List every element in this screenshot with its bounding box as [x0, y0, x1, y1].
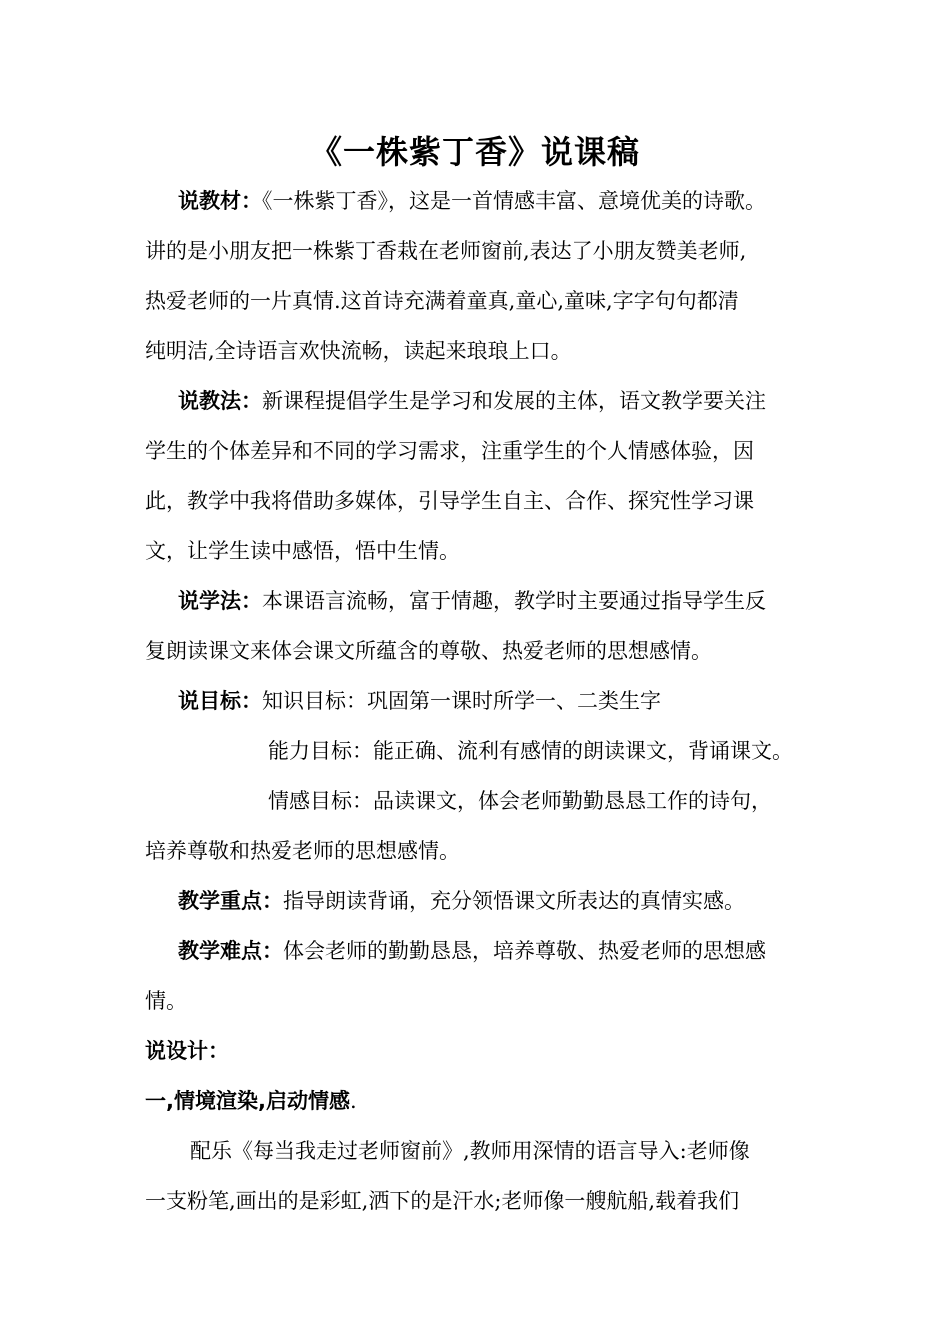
section-objectives-first-line: [178, 686, 661, 716]
section-label-key-points: 教学重点：: [178, 889, 283, 913]
section-label-objectives: 说目标：: [178, 689, 262, 713]
section-label-teaching-material: 说教材：: [178, 189, 262, 213]
paragraph-line: 热爱老师的一片真情.这首诗充满着童真,童心,童味,字字句句都清: [145, 289, 739, 313]
paragraph-line: 《一株紫丁香》，这是一首情感丰富、意境优美的诗歌。: [262, 189, 766, 213]
paragraph-line: 新课程提倡学生是学习和发展的主体，语文教学要关注: [262, 389, 766, 413]
paragraph-line: 纯明洁,全诗语言欢快流畅，读起来琅琅上口。: [145, 339, 572, 363]
section-label-teaching-method: 说教法：: [178, 389, 262, 413]
paragraph-line: 本课语言流畅，富于情趣，教学时主要通过指导学生反: [262, 589, 766, 613]
objective-ability: 能力目标：能正确、流利有感情的朗读课文，背诵课文。: [268, 739, 793, 763]
page-title: 《一株紫丁香》说课稿: [309, 133, 640, 171]
paragraph-line: 一支粉笔,画出的是彩虹,洒下的是汗水;老师像一艘航船,载着我们: [145, 1189, 740, 1213]
step-heading-period: .: [349, 1089, 357, 1113]
objective-knowledge: 知识目标：巩固第一课时所学一、二类生字: [262, 689, 661, 713]
paragraph-line: 配乐《每当我走过老师窗前》,教师用深情的语言导入:老师像: [190, 1139, 750, 1163]
step-heading-text: 一,情境渲染,启动情感: [145, 1089, 350, 1113]
paragraph-line: 讲的是小朋友把一株紫丁香栽在老师窗前,表达了小朋友赞美老师,: [145, 239, 747, 263]
paragraph-line: 情。: [145, 989, 187, 1013]
section-label-learning-method: 说学法：: [178, 589, 262, 613]
paragraph-line: 培养尊敬和热爱老师的思想感情。: [145, 839, 460, 863]
objective-emotion: 情感目标：品读课文，体会老师勤勤恳恳工作的诗句，: [268, 789, 772, 813]
paragraph-line: 此，教学中我将借助多媒体，引导学生自主、合作、探究性学习课: [145, 489, 754, 513]
section-teaching-method-first-line: [178, 386, 766, 416]
paragraph-line: 体会老师的勤勤恳恳，培养尊敬、热爱老师的思想感: [283, 939, 766, 963]
section-label-difficulties: 教学难点：: [178, 939, 283, 963]
paragraph-line: 文，让学生读中感悟，悟中生情。: [145, 539, 460, 563]
paragraph-line: 复朗读课文来体会课文所蕴含的尊敬、热爱老师的思想感情。: [145, 639, 712, 663]
section-key-points-line: [178, 886, 745, 916]
section-teaching-material-first-line: [178, 186, 766, 216]
paragraph-line: 学生的个体差异和不同的学习需求，注重学生的个人情感体验，因: [145, 439, 754, 463]
design-step-heading: [145, 1086, 357, 1116]
paragraph-line: 指导朗读背诵，充分领悟课文所表达的真情实感。: [283, 889, 745, 913]
section-label-design: 说设计：: [145, 1039, 229, 1063]
section-difficulties-first-line: [178, 936, 766, 966]
section-learning-method-first-line: [178, 586, 766, 616]
